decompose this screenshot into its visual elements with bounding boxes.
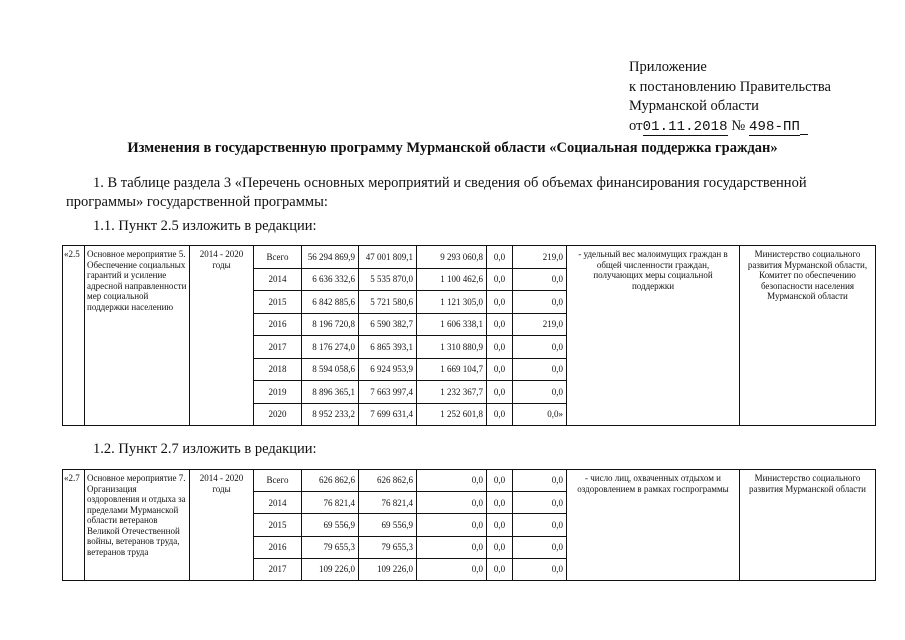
cell-year: 2016 [254,536,302,558]
cell-federal: 1 121 305,0 [417,291,487,314]
cell-total: 6 842 885,6 [302,291,359,314]
cell-year: Всего [254,470,302,492]
cell-other: 0,0 [513,268,567,291]
cell-total: 6 636 332,6 [302,268,359,291]
cell-local: 0,0 [487,358,513,381]
cell-federal: 1 100 462,6 [417,268,487,291]
cell-regional: 109 226,0 [359,558,417,580]
cell-local: 0,0 [487,558,513,580]
cell-year: 2015 [254,514,302,536]
item-code: «2.5 [63,246,85,426]
cell-local: 0,0 [487,514,513,536]
cell-federal: 0,0 [417,536,487,558]
cell-local: 0,0 [487,291,513,314]
item-responsible: Министерство социального развития Мурманской области [740,470,876,581]
cell-total: 8 594 058,6 [302,358,359,381]
item-code: «2.7 [63,470,85,581]
cell-year: Всего [254,246,302,269]
cell-year: 2019 [254,381,302,404]
subpoint-1-1: 1.1. Пункт 2.5 изложить в редакции: [93,218,317,234]
cell-other: 0,0 [513,536,567,558]
cell-other: 0,0 [513,558,567,580]
cell-total: 79 655,3 [302,536,359,558]
cell-other: 0,0 [513,514,567,536]
cell-regional: 7 699 631,4 [359,403,417,426]
cell-federal: 0,0 [417,492,487,514]
cell-regional: 7 663 997,4 [359,381,417,404]
cell-other: 0,0 [513,336,567,359]
cell-regional: 5 535 870,0 [359,268,417,291]
cell-total: 8 896 365,1 [302,381,359,404]
cell-local: 0,0 [487,403,513,426]
decree-prefix: от [629,117,643,134]
cell-other: 0,0» [513,403,567,426]
cell-total: 69 556,9 [302,514,359,536]
decree-number-label: № [731,117,746,134]
item-period: 2014 - 2020 годы [190,246,254,426]
paragraph-1: 1. В таблице раздела 3 «Перечень основных мероприятий и сведения об объемах финансирования государственной программы» государственной программы: [66,175,807,210]
cell-other: 0,0 [513,470,567,492]
cell-year: 2015 [254,291,302,314]
cell-total: 626 862,6 [302,470,359,492]
table-row [63,246,876,269]
cell-federal: 0,0 [417,470,487,492]
cell-other: 219,0 [513,313,567,336]
cell-total: 8 176 274,0 [302,336,359,359]
cell-federal: 1 252 601,8 [417,403,487,426]
document-title: Изменения в государственную программу Мурманской области «Социальная поддержка граждан» [127,140,778,156]
cell-regional: 47 001 809,1 [359,246,417,269]
cell-other: 0,0 [513,492,567,514]
item-name: Основное мероприятие 5. Обеспечение социальных гарантий и усиление адресной направленности мер социальной поддержки населению [85,246,190,426]
cell-regional: 76 821,4 [359,492,417,514]
item-indicator: - удельный вес малоимущих граждан в общей численности граждан, получающих меры социальной поддержки [567,246,740,426]
table-row [63,470,876,492]
item-name: Основное мероприятие 7. Организация оздоровления и отдыха за пределами Мурманской области ветеранов Великой Отечественной войны, ветеранов труда, ветеранов труда [85,470,190,581]
cell-total: 109 226,0 [302,558,359,580]
cell-regional: 5 721 580,6 [359,291,417,314]
cell-federal: 1 606 338,1 [417,313,487,336]
cell-year: 2018 [254,358,302,381]
cell-year: 2014 [254,268,302,291]
appendix-line-3: Мурманской области [629,98,759,114]
cell-local: 0,0 [487,492,513,514]
item-responsible: Министерство социального развития Мурманской области, Комитет по обеспечению безопасности населения Мурманской области [740,246,876,426]
cell-regional: 79 655,3 [359,536,417,558]
cell-year: 2017 [254,558,302,580]
cell-other: 219,0 [513,246,567,269]
cell-federal: 1 669 104,7 [417,358,487,381]
decree-date: 01.11.2018 [642,118,728,135]
item-period: 2014 - 2020 годы [190,470,254,581]
cell-federal: 1 310 880,9 [417,336,487,359]
table-item-2-7 [62,469,876,581]
item-indicator: - число лиц, охваченных отдыхом и оздоровлением в рамках госпрограммы [567,470,740,581]
cell-federal: 1 232 367,7 [417,381,487,404]
cell-federal: 0,0 [417,558,487,580]
subpoint-1-2: 1.2. Пункт 2.7 изложить в редакции: [93,441,317,457]
cell-local: 0,0 [487,268,513,291]
cell-year: 2020 [254,403,302,426]
cell-local: 0,0 [487,381,513,404]
cell-local: 0,0 [487,536,513,558]
cell-year: 2016 [254,313,302,336]
cell-local: 0,0 [487,470,513,492]
cell-federal: 9 293 060,8 [417,246,487,269]
cell-other: 0,0 [513,358,567,381]
cell-regional: 626 862,6 [359,470,417,492]
table-item-2-5 [62,245,876,426]
appendix-header [629,58,879,136]
cell-other: 0,0 [513,291,567,314]
cell-year: 2014 [254,492,302,514]
cell-regional: 69 556,9 [359,514,417,536]
cell-regional: 6 924 953,9 [359,358,417,381]
cell-regional: 6 865 393,1 [359,336,417,359]
cell-local: 0,0 [487,313,513,336]
decree-number: 498-ПП [749,118,801,135]
cell-federal: 0,0 [417,514,487,536]
cell-local: 0,0 [487,246,513,269]
decree-line [629,117,879,137]
appendix-line-1: Приложение [629,59,707,75]
cell-total: 76 821,4 [302,492,359,514]
appendix-line-2: к постановлению Правительства [629,78,831,95]
cell-local: 0,0 [487,336,513,359]
cell-other: 0,0 [513,381,567,404]
cell-total: 8 952 233,2 [302,403,359,426]
cell-regional: 6 590 382,7 [359,313,417,336]
cell-total: 56 294 869,9 [302,246,359,269]
cell-total: 8 196 720,8 [302,313,359,336]
cell-year: 2017 [254,336,302,359]
